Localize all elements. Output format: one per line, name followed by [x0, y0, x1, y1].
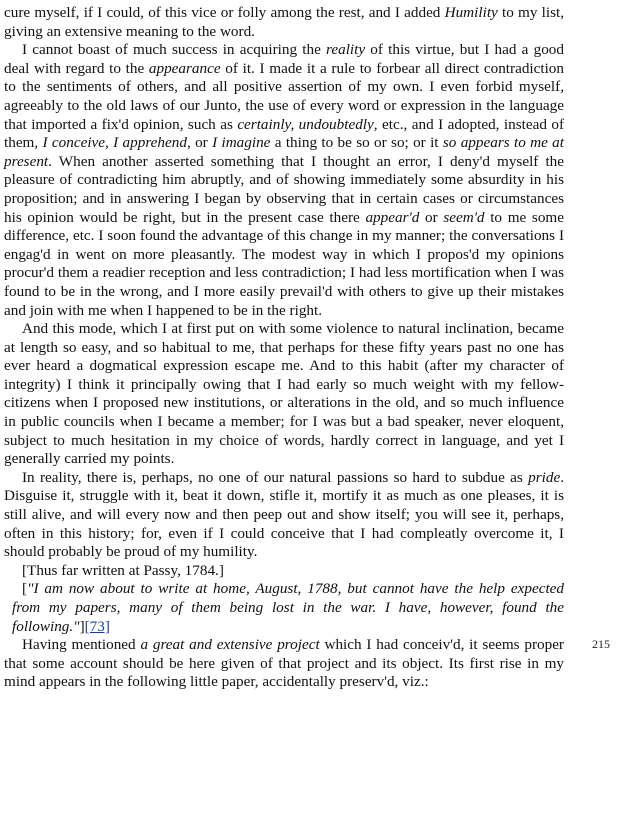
- paragraph-great-project: [4, 636, 564, 692]
- paragraph-humility: [4, 4, 564, 41]
- emphasis-i-conceive: I conceive, I apprehend: [42, 134, 187, 152]
- emphasis-pride: pride: [528, 468, 561, 486]
- text-run: , etc., and I adopted, instead of them,: [4, 115, 565, 152]
- text-run: or: [419, 208, 444, 226]
- emphasis-humility: Humility: [444, 4, 498, 21]
- footnote-link[interactable]: [73]: [84, 617, 110, 635]
- emphasis-appeard: appear'd: [365, 208, 420, 226]
- paragraph-reality-of-virtue: [4, 41, 564, 320]
- emphasis-so-appears: so appears to me at present: [4, 134, 564, 170]
- emphasis-seemd: seem'd: [443, 208, 485, 226]
- text-run: cure myself, if I could, of this vice or folly among the rest, and I added: [4, 4, 445, 21]
- text-run: . When another asserted something that I thought an error, I deny'd myself the pleasure of contradicting him abruptly, and of showing immediately some absurdity in his proposition; and in answering I began by observing that in certain cases or circumstances his opinion would be right, but in the present case there: [4, 152, 564, 226]
- bracket-close: ]: [79, 617, 85, 635]
- text-run: Having mentioned: [22, 636, 141, 654]
- text-run: a thing to be so or so; or it: [270, 134, 443, 152]
- book-page: [4, 4, 564, 692]
- emphasis-i-imagine: I imagine: [212, 134, 271, 152]
- note-written-at-home: [4, 580, 564, 636]
- text-run: . Disguise it, struggle with it, beat it down, stifle it, mortify it as much as one pleases, it is still alive, and will every now and then peep out and show itself; you will see it, perhaps, often in this history; for, even if I could conceive that I had compleatly overcome it, I should probably be proud of my humility.: [4, 468, 564, 561]
- text-run: which I had conceiv'd, it seems proper that some account should be here given of that project and its object. Its first rise in my mind appears in the following little paper, accidentally preserv'd, viz.:: [4, 636, 564, 691]
- emphasis-certainly: certainly, undoubtedly: [237, 115, 374, 133]
- text-run: to me some difference, etc. I soon found the advantage of this change in my manner; the conversations I engag'd in went on more pleasantly. The modest way in which I propos'd my opinions procur'd them a readier reception and less contradiction; I had less mortification when I was found to be in the wrong, and I more easily prevail'd with others to give up their mistakes and join with me when I happened to be in the right.: [4, 208, 564, 319]
- bracket-open: [: [22, 580, 28, 598]
- note-passy: [Thus far written at Passy, 1784.]: [22, 561, 224, 579]
- paragraph-modest-habit: And this mode, which I at first put on with some violence to natural inclination, became at length so easy, and so habitual to me, that perhaps for these fifty years past no one has ever heard a dogmatical expression escape me. And to this habit (after my character of integrity) I think it principally owing that I had early so much weight with my fellow-citizens when I proposed new institutions, or alterations in the old, and so much influence in public councils when I became a member; for I was but a bad speaker, never eloquent, subject to much hesitation in my choice of words, hardly correct in language, and yet I generally carried my points.: [4, 320, 564, 468]
- paragraph-pride: [4, 469, 564, 562]
- emphasis-great-project: a great and extensive project: [140, 636, 320, 654]
- text-run: to my list, giving an extensive meaning to the word.: [4, 4, 565, 40]
- page-number: 215: [592, 637, 610, 651]
- text-run: of it. I made it a rule to forbear all direct contradiction to the sentiments of others, and all positive assertion of my own. I even forbid myself, agreeably to the old laws of our Junto, the use of every word or expression in the language that imported a fix'd opinion, such as: [4, 59, 564, 133]
- quoted-note: "I am now about to write at home, August, 1788, but cannot have the help expected from my papers, many of them being lost in the war. I have, however, found the following.": [12, 580, 564, 635]
- text-run: I cannot boast of much success in acquiring the: [22, 41, 327, 59]
- text-run: , or: [186, 134, 213, 152]
- emphasis-appearance: appearance: [148, 59, 221, 77]
- text-run: of this virtue, but I had a good deal with regard to the: [4, 41, 564, 77]
- emphasis-reality: reality: [326, 41, 366, 59]
- text-run: In reality, there is, perhaps, no one of our natural passions so hard to subdue as: [22, 468, 529, 486]
